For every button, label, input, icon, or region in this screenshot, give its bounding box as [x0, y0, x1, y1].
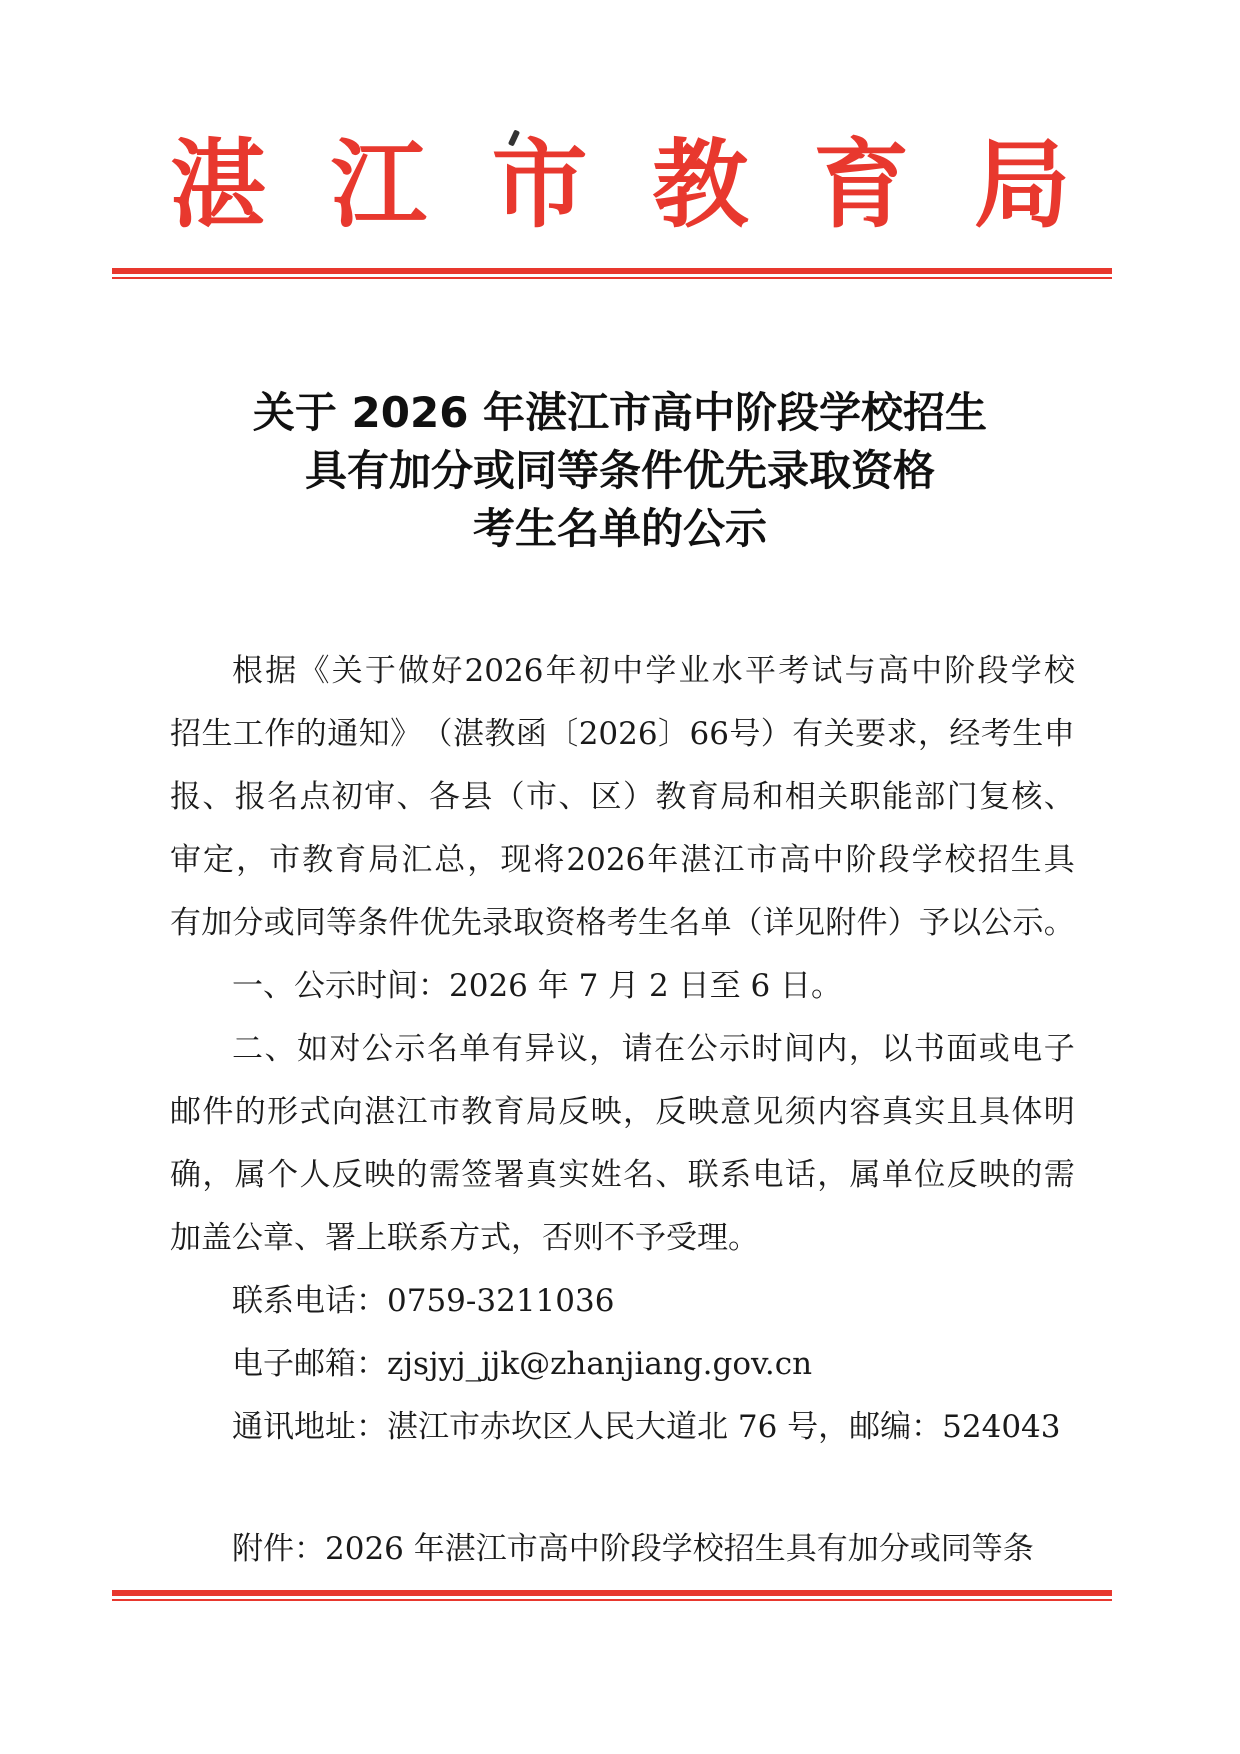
- body-glyph: 人: [299, 1157, 331, 1193]
- letterhead-char: 教: [652, 128, 749, 241]
- body-glyph: 〔: [547, 716, 579, 752]
- body-glyph: 初: [578, 653, 610, 689]
- body-glyph: ，: [848, 1031, 880, 1067]
- body-glyph: 议: [556, 1031, 588, 1067]
- body-glyph: 反: [655, 1094, 687, 1130]
- letterhead-char: 湛: [170, 128, 266, 241]
- body-glyph: ，: [623, 1094, 655, 1130]
- body-glyph: 审: [170, 842, 201, 878]
- body-glyph: 做: [398, 653, 430, 689]
- body-glyph: 区: [590, 779, 622, 815]
- body-glyph: 优: [419, 905, 451, 941]
- body-glyph: 初: [331, 779, 363, 815]
- body-glyph: 在: [654, 1031, 686, 1067]
- body-glyph: 映: [687, 1094, 719, 1130]
- body-glyph: 或: [978, 1031, 1010, 1067]
- body-glyph: 工: [232, 716, 264, 752]
- body-glyph: 生: [1010, 842, 1042, 878]
- body-glyph: 好: [431, 653, 463, 689]
- body-glyph: 复: [978, 779, 1010, 815]
- contact-address: 通讯地址：湛江市赤坎区人民大道北 76 号，邮编：524043: [232, 1409, 1061, 1445]
- body-glyph: 见: [752, 1094, 784, 1130]
- body-glyph: 附: [825, 905, 857, 941]
- body-glyph: 话: [784, 1157, 816, 1193]
- body-glyph: 中: [612, 653, 644, 689]
- body-glyph: 考: [980, 716, 1012, 752]
- body-glyph: 通: [327, 716, 359, 752]
- body-glyph: 招: [977, 842, 1009, 878]
- body-glyph: 报: [170, 779, 201, 815]
- body-glyph: 同: [294, 905, 326, 941]
- body-glyph: 。: [1043, 905, 1075, 941]
- body-glyph: 相: [784, 779, 816, 815]
- body-glyph: 申: [1043, 716, 1075, 752]
- body-glyph: ，: [236, 842, 268, 878]
- body-glyph: 确: [170, 1157, 201, 1193]
- body-glyph: 中: [812, 842, 844, 878]
- body-glyph: 请: [621, 1031, 653, 1067]
- body-glyph: 将: [533, 842, 565, 878]
- body-line: [170, 766, 1075, 829]
- body-glyph: 局: [368, 842, 400, 878]
- body-glyph: 〕: [658, 716, 690, 752]
- body-glyph: 有: [792, 716, 824, 752]
- body-glyph: 实: [558, 1157, 590, 1193]
- body-glyph: 校: [944, 842, 976, 878]
- body-glyph: 局: [525, 1094, 557, 1130]
- body-glyph: 职: [849, 779, 881, 815]
- body-glyph: 公: [981, 905, 1013, 941]
- contact-phone: 联系电话：0759-3211036: [232, 1283, 615, 1319]
- body-glyph: 点: [299, 779, 331, 815]
- body-glyph: 、: [1043, 779, 1075, 815]
- body-glyph: 件: [388, 905, 420, 941]
- body-glyph: 能: [881, 779, 913, 815]
- body-glyph: 名: [623, 1157, 655, 1193]
- body-glyph: 条: [357, 905, 389, 941]
- body-glyph: 或: [263, 905, 295, 941]
- body-glyph: 》: [390, 716, 422, 752]
- body-glyph: 校: [1043, 653, 1075, 689]
- body-glyph: 先: [450, 905, 482, 941]
- body-glyph: 公: [361, 1031, 393, 1067]
- body-glyph: 姓: [590, 1157, 622, 1193]
- body-glyph: 需: [428, 1157, 460, 1193]
- body-glyph: 段: [977, 653, 1009, 689]
- body-glyph: 反: [558, 1094, 590, 1130]
- body-glyph: 示: [1012, 905, 1044, 941]
- body-glyph: 年: [647, 842, 679, 878]
- body-glyph: 江: [713, 842, 745, 878]
- body-glyph: 具: [978, 1094, 1010, 1130]
- body-glyph: 电: [1011, 1031, 1043, 1067]
- letterhead-rule: [112, 268, 1112, 279]
- body-glyph: 须: [784, 1094, 816, 1130]
- body-line: [170, 640, 1075, 703]
- body-glyph: ）: [623, 779, 655, 815]
- body-glyph: 资: [544, 905, 576, 941]
- body-glyph: ，: [467, 842, 499, 878]
- body-glyph: 业: [678, 653, 710, 689]
- body-glyph: 有: [170, 905, 201, 941]
- body-line: [170, 829, 1075, 892]
- letterhead-char: 市: [491, 128, 588, 241]
- body-glyph: 真: [881, 1094, 913, 1130]
- body-glyph: 和: [752, 779, 784, 815]
- body-glyph: 市: [525, 779, 557, 815]
- body-glyph: 个: [267, 1157, 299, 1193]
- body-glyph: 公: [686, 1031, 718, 1067]
- body-glyph: 加: [201, 905, 233, 941]
- body-glyph: 示: [719, 1031, 751, 1067]
- body-glyph: 学: [1010, 653, 1042, 689]
- body-glyph: 平: [744, 653, 776, 689]
- body-glyph: 66: [689, 716, 729, 752]
- body-glyph: 年: [545, 653, 577, 689]
- body-glyph: 2026: [578, 716, 658, 752]
- body-glyph: 、: [202, 779, 234, 815]
- body-glyph: 关: [823, 716, 855, 752]
- body-glyph: （: [421, 716, 453, 752]
- body-glyph: 报: [234, 779, 266, 815]
- body-glyph: 生: [1012, 716, 1044, 752]
- body-glyph: 市: [269, 842, 301, 878]
- body-glyph: 予: [918, 905, 950, 941]
- body-glyph: 高: [877, 653, 909, 689]
- body-glyph: 水: [711, 653, 743, 689]
- body-glyph: 名: [426, 1031, 458, 1067]
- body-line: [170, 1144, 1075, 1207]
- body-glyph: 见: [794, 905, 826, 941]
- body-glyph: ）: [887, 905, 919, 941]
- body-glyph: 市: [746, 842, 778, 878]
- title-line: 考生名单的公示: [472, 504, 767, 553]
- body-glyph: 以: [881, 1031, 913, 1067]
- body-glyph: 知: [358, 716, 390, 752]
- body-glyph: 属: [849, 1157, 881, 1193]
- body-glyph: 示: [394, 1031, 426, 1067]
- body-glyph: 有: [491, 1031, 523, 1067]
- body-glyph: 总: [434, 842, 466, 878]
- footer-rule: [112, 1590, 1112, 1601]
- body-glyph: 教: [302, 842, 334, 878]
- body-glyph: 反: [946, 1157, 978, 1193]
- body-glyph: 局: [720, 779, 752, 815]
- body-glyph: 试: [811, 653, 843, 689]
- contact-email: 电子邮箱：zjsjyj_jjk@zhanjiang.gov.cn: [232, 1346, 813, 1382]
- body-line: [170, 1081, 1075, 1144]
- body-glyph: 、: [655, 1157, 687, 1193]
- body-glyph: 面: [946, 1031, 978, 1067]
- body-glyph: 教: [484, 716, 516, 752]
- body-glyph: 且: [946, 1094, 978, 1130]
- body-glyph: 定: [203, 842, 235, 878]
- body-glyph: 异: [524, 1031, 556, 1067]
- body-glyph: ，: [202, 1157, 234, 1193]
- body-glyph: 等: [326, 905, 358, 941]
- letterhead-char: 育: [813, 128, 910, 241]
- body-glyph: 名: [267, 779, 299, 815]
- body-glyph: 单: [700, 905, 732, 941]
- body-glyph: ，: [917, 716, 949, 752]
- body-glyph: 的: [1011, 1157, 1043, 1193]
- body-glyph: 属: [234, 1157, 266, 1193]
- body-glyph: 与: [844, 653, 876, 689]
- body-glyph: 明: [1043, 1094, 1075, 1130]
- body-glyph: 录: [482, 905, 514, 941]
- body-line: [170, 703, 1075, 766]
- body-glyph: （: [731, 905, 763, 941]
- body-glyph: 学: [645, 653, 677, 689]
- body-glyph: 联: [687, 1157, 719, 1193]
- body-glyph: 映: [364, 1157, 396, 1193]
- body-line: [170, 892, 1075, 955]
- body-glyph: 阶: [944, 653, 976, 689]
- letterhead-char: 局: [973, 128, 1070, 241]
- body-glyph: 间: [783, 1031, 815, 1067]
- body-glyph: 格: [575, 905, 607, 941]
- body-glyph: 电: [752, 1157, 784, 1193]
- body-glyph: 实: [914, 1094, 946, 1130]
- body-glyph: 汇: [401, 842, 433, 878]
- body-glyph: 如: [296, 1031, 328, 1067]
- body-glyph: 书: [913, 1031, 945, 1067]
- body-glyph: 体: [1011, 1094, 1043, 1130]
- body-glyph: 件: [856, 905, 888, 941]
- body-glyph: 内: [816, 1031, 848, 1067]
- body-glyph: 据: [265, 653, 297, 689]
- body-glyph: ）: [760, 716, 792, 752]
- body-glyph: 考: [606, 905, 638, 941]
- body-glyph: 学: [911, 842, 943, 878]
- body-line: 加盖公章、署上联系方式，否则不予受理。: [170, 1220, 759, 1256]
- body-glyph: 考: [778, 653, 810, 689]
- body-glyph: 容: [849, 1094, 881, 1130]
- body-glyph: 的: [295, 716, 327, 752]
- body-glyph: 江: [396, 1094, 428, 1130]
- body-glyph: 2026: [566, 842, 646, 878]
- body-glyph: 以: [950, 905, 982, 941]
- body-glyph: 分: [232, 905, 264, 941]
- body-glyph: 生: [638, 905, 670, 941]
- body-glyph: 湛: [680, 842, 712, 878]
- body-glyph: 现: [500, 842, 532, 878]
- body-glyph: 反: [331, 1157, 363, 1193]
- body-glyph: （: [493, 779, 525, 815]
- body-glyph: 详: [762, 905, 794, 941]
- body-glyph: 件: [202, 1094, 234, 1130]
- body-glyph: 湛: [452, 716, 484, 752]
- body-glyph: 署: [493, 1157, 525, 1193]
- body-glyph: 单: [881, 1157, 913, 1193]
- body-glyph: ，: [589, 1031, 621, 1067]
- body-glyph: 、: [264, 1031, 296, 1067]
- body-glyph: 县: [461, 779, 493, 815]
- body-glyph: 育: [335, 842, 367, 878]
- body-glyph: 系: [720, 1157, 752, 1193]
- body-glyph: 部: [914, 779, 946, 815]
- body-glyph: 关: [817, 779, 849, 815]
- body-glyph: 签: [461, 1157, 493, 1193]
- body-glyph: 映: [978, 1157, 1010, 1193]
- body-glyph: 教: [655, 779, 687, 815]
- body-glyph: 取: [513, 905, 545, 941]
- body-glyph: 、: [558, 779, 590, 815]
- body-glyph: 映: [590, 1094, 622, 1130]
- body-glyph: 根: [232, 653, 263, 689]
- body-glyph: 式: [299, 1094, 331, 1130]
- letterhead-char: 江: [330, 128, 427, 241]
- body-glyph: 高: [779, 842, 811, 878]
- document-body: [170, 640, 1075, 1459]
- body-glyph: 经: [949, 716, 981, 752]
- body-glyph: 核: [1011, 779, 1043, 815]
- body-glyph: 向: [331, 1094, 363, 1130]
- document-title: [120, 384, 1120, 558]
- body-glyph: 内: [817, 1094, 849, 1130]
- body-glyph: 湛: [364, 1094, 396, 1130]
- body-glyph: 各: [428, 779, 460, 815]
- body-glyph: 招: [170, 716, 201, 752]
- body-line: 一、公示时间：2026 年 7 月 2 日至 6 日。: [232, 968, 843, 1004]
- body-glyph: 中: [911, 653, 943, 689]
- body-glyph: 育: [687, 779, 719, 815]
- body-glyph: 二: [232, 1031, 263, 1067]
- body-glyph: 生: [201, 716, 233, 752]
- body-glyph: 函: [515, 716, 547, 752]
- body-glyph: 要: [855, 716, 887, 752]
- body-glyph: 的: [234, 1094, 266, 1130]
- body-glyph: 子: [1043, 1031, 1075, 1067]
- body-glyph: 具: [1043, 842, 1075, 878]
- body-glyph: 审: [364, 779, 396, 815]
- body-glyph: 邮: [170, 1094, 201, 1130]
- body-glyph: 形: [267, 1094, 299, 1130]
- letterhead: [170, 130, 1070, 240]
- body-glyph: 关: [331, 653, 363, 689]
- body-glyph: 教: [461, 1094, 493, 1130]
- body-glyph: 育: [493, 1094, 525, 1130]
- body-glyph: 于: [364, 653, 396, 689]
- body-glyph: 的: [396, 1157, 428, 1193]
- body-glyph: 市: [428, 1094, 460, 1130]
- body-glyph: 门: [946, 779, 978, 815]
- body-glyph: 位: [914, 1157, 946, 1193]
- body-line: [170, 1018, 1075, 1081]
- title-line: 关于 2026 年湛江市高中阶段学校招生: [252, 388, 988, 437]
- body-glyph: 号: [729, 716, 761, 752]
- body-glyph: 求: [886, 716, 918, 752]
- body-glyph: 单: [459, 1031, 491, 1067]
- body-glyph: 作: [264, 716, 296, 752]
- body-glyph: 需: [1043, 1157, 1075, 1193]
- body-glyph: 阶: [845, 842, 877, 878]
- body-glyph: 时: [751, 1031, 783, 1067]
- body-glyph: 、: [396, 779, 428, 815]
- body-glyph: 《: [298, 653, 330, 689]
- body-glyph: 真: [525, 1157, 557, 1193]
- body-glyph: 段: [878, 842, 910, 878]
- body-glyph: 意: [720, 1094, 752, 1130]
- body-glyph: 名: [669, 905, 701, 941]
- body-glyph: 2026: [464, 653, 544, 689]
- title-line: 具有加分或同等条件优先录取资格: [304, 446, 935, 495]
- body-glyph: ，: [817, 1157, 849, 1193]
- attachment-line: 附件：2026 年湛江市高中阶段学校招生具有加分或同等条: [232, 1531, 1034, 1567]
- body-glyph: 对: [329, 1031, 361, 1067]
